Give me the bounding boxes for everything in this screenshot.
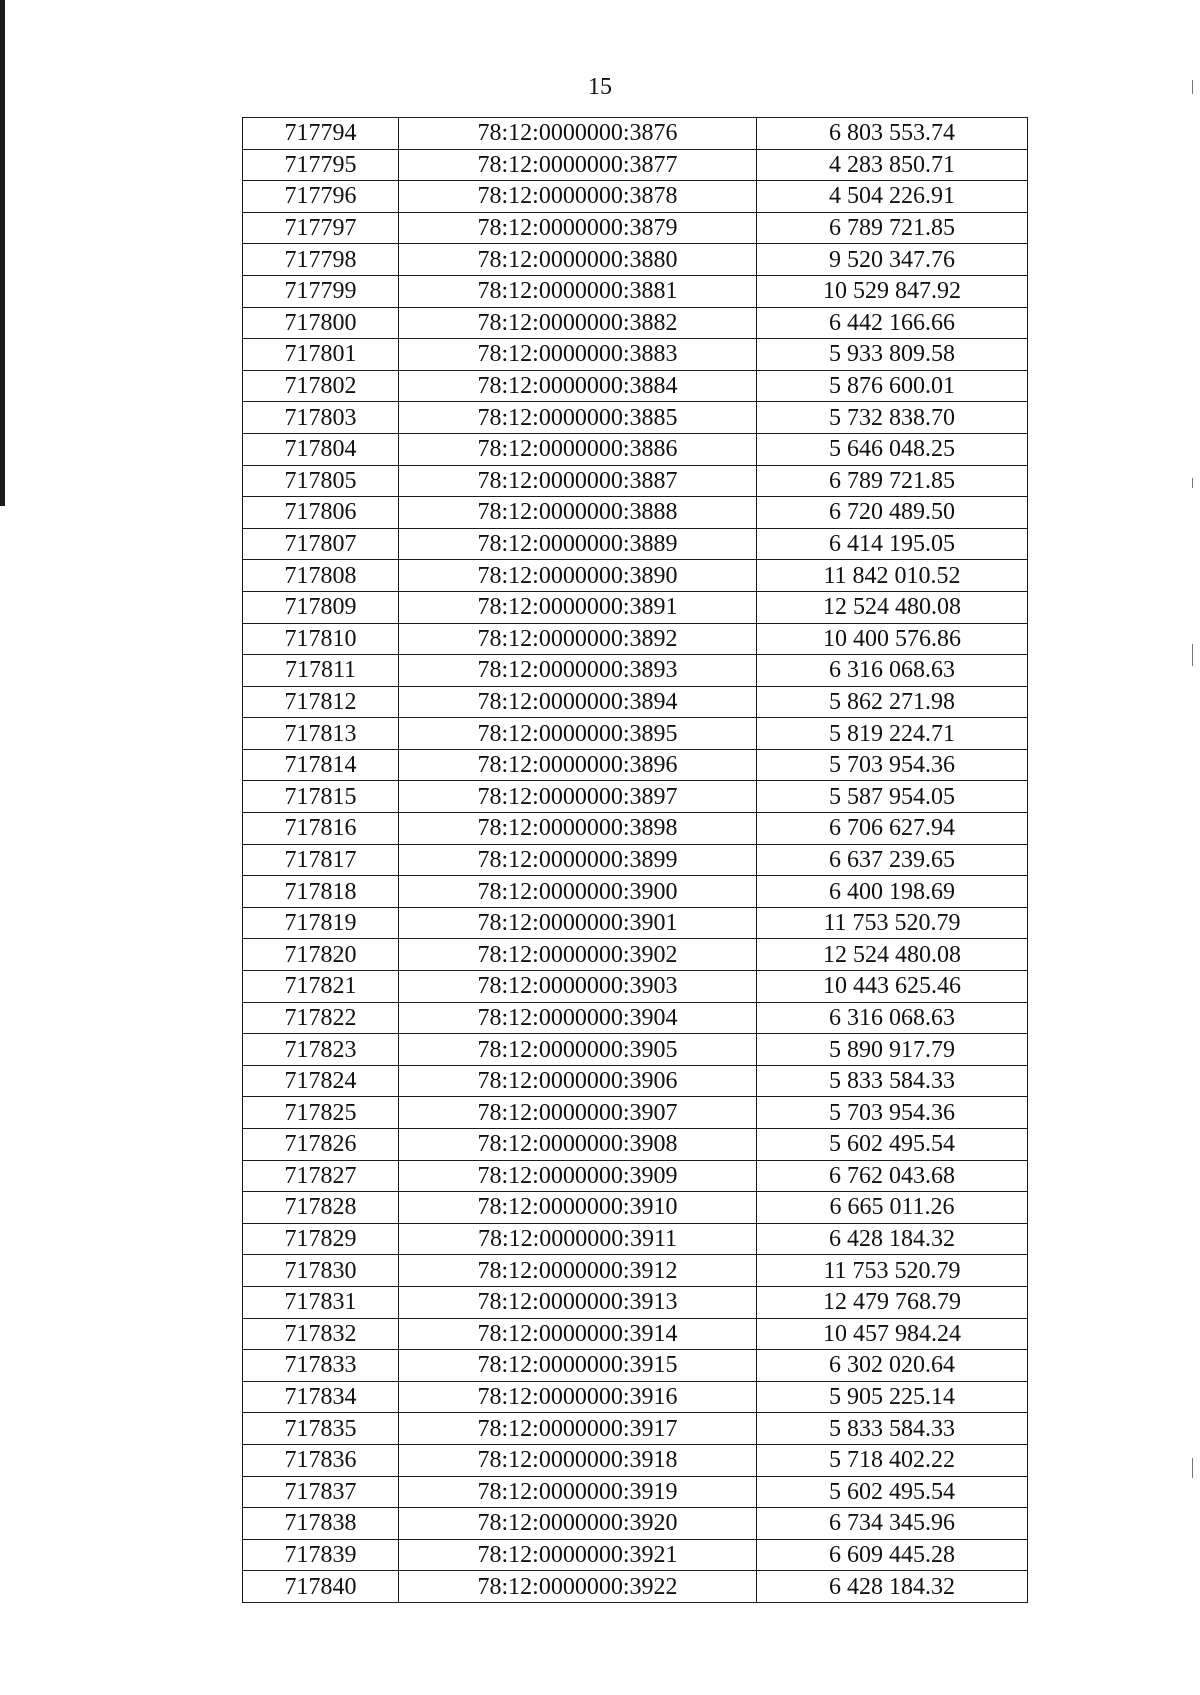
table-row — [243, 1476, 1028, 1508]
cadastral-value-cell: 5 587 954.05 — [757, 781, 1028, 813]
row-number-cell: 717812 — [243, 686, 399, 718]
cadastral-value-cell: 5 862 271.98 — [757, 686, 1028, 718]
row-number-cell: 717819 — [243, 907, 399, 939]
table-row — [243, 1097, 1028, 1129]
row-number-cell: 717825 — [243, 1097, 399, 1129]
cadastral-number-cell: 78:12:0000000:3896 — [399, 749, 757, 781]
cadastral-value-cell: 6 803 553.74 — [757, 118, 1028, 150]
cadastral-number-cell: 78:12:0000000:3900 — [399, 876, 757, 908]
table-row — [243, 1571, 1028, 1603]
cadastral-number-cell: 78:12:0000000:3887 — [399, 465, 757, 497]
cadastral-value-cell: 5 602 495.54 — [757, 1129, 1028, 1161]
table-row — [243, 402, 1028, 434]
table-row — [243, 181, 1028, 213]
row-number-cell: 717826 — [243, 1129, 399, 1161]
cadastral-value-cell: 5 833 584.33 — [757, 1065, 1028, 1097]
scan-right-edge-mark — [1192, 1458, 1193, 1478]
table-row — [243, 528, 1028, 560]
cadastral-value-cell: 5 703 954.36 — [757, 749, 1028, 781]
cadastral-value-cell: 5 890 917.79 — [757, 1034, 1028, 1066]
cadastral-number-cell: 78:12:0000000:3909 — [399, 1160, 757, 1192]
cadastral-number-cell: 78:12:0000000:3884 — [399, 370, 757, 402]
cadastral-value-table — [242, 117, 1028, 1603]
row-number-cell: 717796 — [243, 181, 399, 213]
cadastral-number-cell: 78:12:0000000:3920 — [399, 1508, 757, 1540]
cadastral-value-cell: 6 720 489.50 — [757, 497, 1028, 529]
table-row — [243, 718, 1028, 750]
row-number-cell: 717800 — [243, 307, 399, 339]
table-row — [243, 1002, 1028, 1034]
table-row — [243, 686, 1028, 718]
table-row — [243, 1286, 1028, 1318]
cadastral-value-cell: 10 400 576.86 — [757, 623, 1028, 655]
cadastral-number-cell: 78:12:0000000:3881 — [399, 275, 757, 307]
row-number-cell: 717816 — [243, 813, 399, 845]
table-row — [243, 907, 1028, 939]
cadastral-number-cell: 78:12:0000000:3893 — [399, 655, 757, 687]
cadastral-number-cell: 78:12:0000000:3894 — [399, 686, 757, 718]
cadastral-value-cell: 5 646 048.25 — [757, 433, 1028, 465]
table-row — [243, 1444, 1028, 1476]
row-number-cell: 717794 — [243, 118, 399, 150]
table-row — [243, 655, 1028, 687]
cadastral-number-cell: 78:12:0000000:3917 — [399, 1413, 757, 1445]
cadastral-number-cell: 78:12:0000000:3895 — [399, 718, 757, 750]
cadastral-number-cell: 78:12:0000000:3899 — [399, 844, 757, 876]
cadastral-value-cell: 6 706 627.94 — [757, 813, 1028, 845]
cadastral-number-cell: 78:12:0000000:3890 — [399, 560, 757, 592]
table-row — [243, 781, 1028, 813]
row-number-cell: 717801 — [243, 339, 399, 371]
row-number-cell: 717809 — [243, 591, 399, 623]
cadastral-value-cell: 6 400 198.69 — [757, 876, 1028, 908]
row-number-cell: 717839 — [243, 1539, 399, 1571]
cadastral-value-cell: 6 428 184.32 — [757, 1571, 1028, 1603]
cadastral-value-cell: 6 637 239.65 — [757, 844, 1028, 876]
row-number-cell: 717823 — [243, 1034, 399, 1066]
table-row — [243, 749, 1028, 781]
row-number-cell: 717795 — [243, 149, 399, 181]
cadastral-value-cell: 9 520 347.76 — [757, 244, 1028, 276]
row-number-cell: 717798 — [243, 244, 399, 276]
cadastral-value-cell: 5 819 224.71 — [757, 718, 1028, 750]
cadastral-number-cell: 78:12:0000000:3876 — [399, 118, 757, 150]
table-row — [243, 1192, 1028, 1224]
cadastral-value-cell: 5 718 402.22 — [757, 1444, 1028, 1476]
cadastral-number-cell: 78:12:0000000:3908 — [399, 1129, 757, 1161]
cadastral-value-cell: 6 665 011.26 — [757, 1192, 1028, 1224]
table-row — [243, 118, 1028, 150]
row-number-cell: 717806 — [243, 497, 399, 529]
scan-right-edge-mark — [1192, 478, 1193, 488]
row-number-cell: 717828 — [243, 1192, 399, 1224]
cadastral-number-cell: 78:12:0000000:3903 — [399, 971, 757, 1003]
cadastral-number-cell: 78:12:0000000:3919 — [399, 1476, 757, 1508]
cadastral-value-cell: 5 602 495.54 — [757, 1476, 1028, 1508]
row-number-cell: 717830 — [243, 1255, 399, 1287]
table-body — [243, 118, 1028, 1603]
cadastral-number-cell: 78:12:0000000:3916 — [399, 1381, 757, 1413]
table-row — [243, 939, 1028, 971]
cadastral-value-cell: 5 732 838.70 — [757, 402, 1028, 434]
row-number-cell: 717807 — [243, 528, 399, 560]
table-row — [243, 1223, 1028, 1255]
row-number-cell: 717814 — [243, 749, 399, 781]
cadastral-value-cell: 10 529 847.92 — [757, 275, 1028, 307]
scan-right-edge-mark — [1192, 644, 1193, 666]
row-number-cell: 717832 — [243, 1318, 399, 1350]
table-row — [243, 1255, 1028, 1287]
cadastral-number-cell: 78:12:0000000:3921 — [399, 1539, 757, 1571]
row-number-cell: 717817 — [243, 844, 399, 876]
cadastral-value-cell: 10 457 984.24 — [757, 1318, 1028, 1350]
cadastral-value-cell: 12 479 768.79 — [757, 1286, 1028, 1318]
row-number-cell: 717797 — [243, 212, 399, 244]
row-number-cell: 717804 — [243, 433, 399, 465]
cadastral-value-cell: 6 609 445.28 — [757, 1539, 1028, 1571]
cadastral-number-cell: 78:12:0000000:3883 — [399, 339, 757, 371]
cadastral-value-cell: 6 789 721.85 — [757, 465, 1028, 497]
cadastral-number-cell: 78:12:0000000:3912 — [399, 1255, 757, 1287]
row-number-cell: 717835 — [243, 1413, 399, 1445]
row-number-cell: 717836 — [243, 1444, 399, 1476]
row-number-cell: 717840 — [243, 1571, 399, 1603]
table-row — [243, 1508, 1028, 1540]
cadastral-number-cell: 78:12:0000000:3878 — [399, 181, 757, 213]
cadastral-number-cell: 78:12:0000000:3907 — [399, 1097, 757, 1129]
cadastral-value-cell: 11 753 520.79 — [757, 907, 1028, 939]
table-row — [243, 876, 1028, 908]
table-row — [243, 971, 1028, 1003]
row-number-cell: 717838 — [243, 1508, 399, 1540]
row-number-cell: 717803 — [243, 402, 399, 434]
row-number-cell: 717820 — [243, 939, 399, 971]
table-row — [243, 307, 1028, 339]
cadastral-value-cell: 6 316 068.63 — [757, 655, 1028, 687]
table-row — [243, 433, 1028, 465]
cadastral-number-cell: 78:12:0000000:3882 — [399, 307, 757, 339]
cadastral-value-cell: 5 933 809.58 — [757, 339, 1028, 371]
table-row — [243, 339, 1028, 371]
table-row — [243, 1539, 1028, 1571]
table-row — [243, 497, 1028, 529]
cadastral-value-cell: 5 833 584.33 — [757, 1413, 1028, 1445]
cadastral-number-cell: 78:12:0000000:3902 — [399, 939, 757, 971]
row-number-cell: 717827 — [243, 1160, 399, 1192]
row-number-cell: 717837 — [243, 1476, 399, 1508]
table-row — [243, 591, 1028, 623]
row-number-cell: 717813 — [243, 718, 399, 750]
cadastral-value-cell: 6 316 068.63 — [757, 1002, 1028, 1034]
table-row — [243, 1065, 1028, 1097]
row-number-cell: 717818 — [243, 876, 399, 908]
row-number-cell: 717833 — [243, 1350, 399, 1382]
cadastral-value-cell: 6 442 166.66 — [757, 307, 1028, 339]
cadastral-number-cell: 78:12:0000000:3898 — [399, 813, 757, 845]
row-number-cell: 717831 — [243, 1286, 399, 1318]
cadastral-number-cell: 78:12:0000000:3904 — [399, 1002, 757, 1034]
row-number-cell: 717822 — [243, 1002, 399, 1034]
cadastral-number-cell: 78:12:0000000:3910 — [399, 1192, 757, 1224]
row-number-cell: 717811 — [243, 655, 399, 687]
row-number-cell: 717829 — [243, 1223, 399, 1255]
table-row — [243, 1160, 1028, 1192]
cadastral-number-cell: 78:12:0000000:3889 — [399, 528, 757, 560]
cadastral-number-cell: 78:12:0000000:3922 — [399, 1571, 757, 1603]
table-row — [243, 1381, 1028, 1413]
row-number-cell: 717834 — [243, 1381, 399, 1413]
row-number-cell: 717815 — [243, 781, 399, 813]
table-row — [243, 275, 1028, 307]
cadastral-number-cell: 78:12:0000000:3901 — [399, 907, 757, 939]
table-row — [243, 560, 1028, 592]
cadastral-value-cell: 6 414 195.05 — [757, 528, 1028, 560]
row-number-cell: 717808 — [243, 560, 399, 592]
cadastral-value-cell: 6 734 345.96 — [757, 1508, 1028, 1540]
cadastral-value-cell: 11 753 520.79 — [757, 1255, 1028, 1287]
table-row — [243, 1350, 1028, 1382]
cadastral-number-cell: 78:12:0000000:3888 — [399, 497, 757, 529]
table-row — [243, 212, 1028, 244]
cadastral-number-cell: 78:12:0000000:3897 — [399, 781, 757, 813]
cadastral-value-cell: 11 842 010.52 — [757, 560, 1028, 592]
table-row — [243, 465, 1028, 497]
cadastral-value-cell: 10 443 625.46 — [757, 971, 1028, 1003]
cadastral-value-cell: 5 703 954.36 — [757, 1097, 1028, 1129]
row-number-cell: 717821 — [243, 971, 399, 1003]
cadastral-number-cell: 78:12:0000000:3905 — [399, 1034, 757, 1066]
cadastral-value-cell: 6 789 721.85 — [757, 212, 1028, 244]
cadastral-value-cell: 12 524 480.08 — [757, 939, 1028, 971]
table-row — [243, 813, 1028, 845]
cadastral-value-cell: 4 283 850.71 — [757, 149, 1028, 181]
table-row — [243, 1318, 1028, 1350]
cadastral-value-cell: 6 762 043.68 — [757, 1160, 1028, 1192]
cadastral-number-cell: 78:12:0000000:3886 — [399, 433, 757, 465]
cadastral-number-cell: 78:12:0000000:3911 — [399, 1223, 757, 1255]
page-number: 15 — [588, 74, 612, 100]
cadastral-number-cell: 78:12:0000000:3913 — [399, 1286, 757, 1318]
row-number-cell: 717805 — [243, 465, 399, 497]
cadastral-value-cell: 12 524 480.08 — [757, 591, 1028, 623]
cadastral-number-cell: 78:12:0000000:3918 — [399, 1444, 757, 1476]
table-row — [243, 623, 1028, 655]
cadastral-number-cell: 78:12:0000000:3879 — [399, 212, 757, 244]
cadastral-number-cell: 78:12:0000000:3885 — [399, 402, 757, 434]
table-row — [243, 244, 1028, 276]
row-number-cell: 717799 — [243, 275, 399, 307]
row-number-cell: 717810 — [243, 623, 399, 655]
cadastral-number-cell: 78:12:0000000:3877 — [399, 149, 757, 181]
cadastral-value-cell: 4 504 226.91 — [757, 181, 1028, 213]
cadastral-value-cell: 5 876 600.01 — [757, 370, 1028, 402]
cadastral-number-cell: 78:12:0000000:3915 — [399, 1350, 757, 1382]
cadastral-value-cell: 6 428 184.32 — [757, 1223, 1028, 1255]
table-row — [243, 370, 1028, 402]
cadastral-number-cell: 78:12:0000000:3880 — [399, 244, 757, 276]
row-number-cell: 717824 — [243, 1065, 399, 1097]
cadastral-number-cell: 78:12:0000000:3892 — [399, 623, 757, 655]
cadastral-value-cell: 5 905 225.14 — [757, 1381, 1028, 1413]
table-row — [243, 844, 1028, 876]
cadastral-value-cell: 6 302 020.64 — [757, 1350, 1028, 1382]
table-row — [243, 1034, 1028, 1066]
table-row — [243, 149, 1028, 181]
cadastral-number-cell: 78:12:0000000:3906 — [399, 1065, 757, 1097]
cadastral-number-cell: 78:12:0000000:3914 — [399, 1318, 757, 1350]
table-row — [243, 1129, 1028, 1161]
row-number-cell: 717802 — [243, 370, 399, 402]
table-row — [243, 1413, 1028, 1445]
cadastral-number-cell: 78:12:0000000:3891 — [399, 591, 757, 623]
